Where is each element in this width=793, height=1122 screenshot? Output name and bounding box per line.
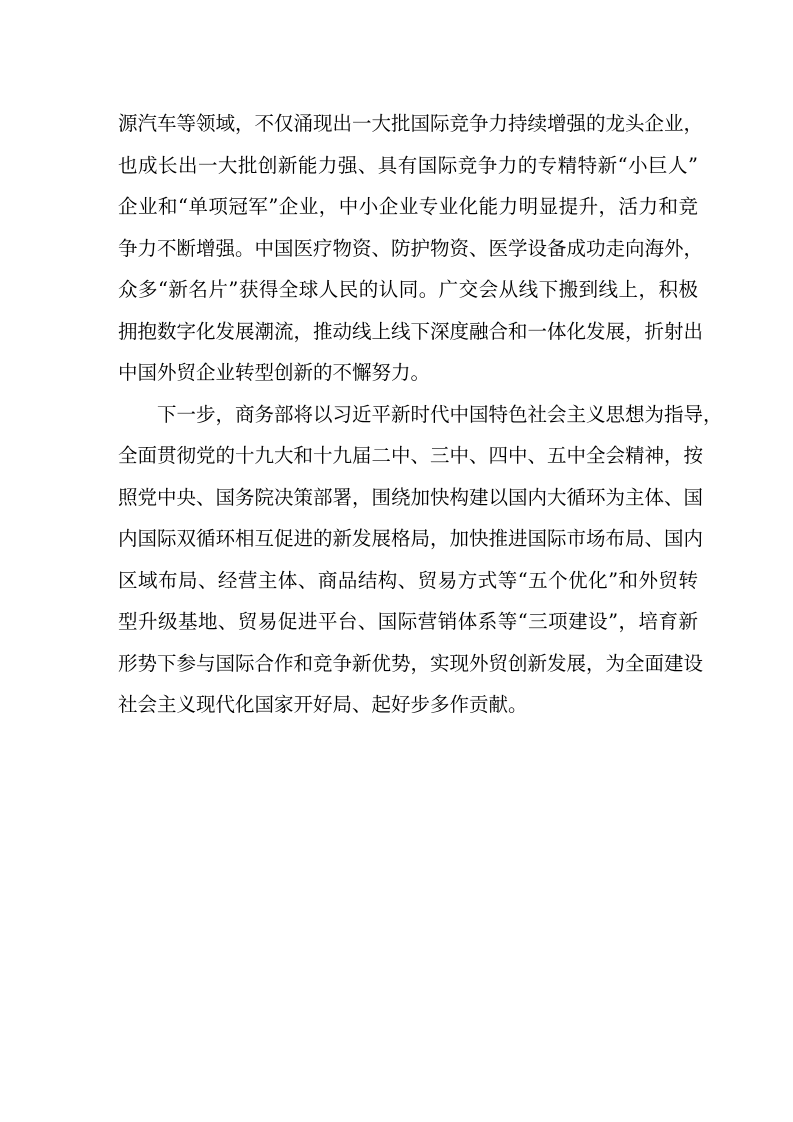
paragraph-2 <box>118 394 723 726</box>
text-line: 型升级基地、贸易促进平台、国际营销体系等“三项建设”，培育新 <box>118 610 698 633</box>
text-line: 社会主义现代化国家开好局、起好步多作贡献。 <box>118 693 528 716</box>
text-line: 全面贯彻党的十九大和十九届二中、三中、四中、五中全会精神，按 <box>118 444 704 467</box>
body-text <box>118 103 723 726</box>
text-line: 中国外贸企业转型创新的不懈努力。 <box>118 361 431 384</box>
text-line: 拥抱数字化发展潮流，推动线上线下深度融合和一体化发展，折射出 <box>118 319 704 343</box>
paragraph-1 <box>118 103 704 394</box>
text-line: 众多“新名片”获得全球人民的认同。广交会从线下搬到线上，积极 <box>118 278 698 301</box>
text-line: 源汽车等领域，不仅涌现出一大批国际竞争力持续增强的龙头企业， <box>118 112 704 135</box>
text-line: 争力不断增强。中国医疗物资、防护物资、医学设备成功走向海外， <box>118 236 704 260</box>
text-line: 照党中央、国务院决策部署，围绕加快构建以国内大循环为主体、国 <box>118 485 704 509</box>
text-line: 区域布局、经营主体、商品结构、贸易方式等“五个优化”和外贸转 <box>118 568 698 592</box>
text-line: 企业和“单项冠军”企业，中小企业专业化能力明显提升，活力和竞 <box>118 195 698 218</box>
text-line: 形势下参与国际合作和竞争新优势，实现外贸创新发展，为全面建设 <box>118 651 704 675</box>
text-line: 下一步，商务部将以习近平新时代中国特色社会主义思想为指导， <box>157 402 723 426</box>
text-line: 也成长出一大批创新能力强、具有国际竞争力的专精特新“小巨人” <box>118 153 698 177</box>
text-line: 内国际双循环相互促进的新发展格局，加快推进国际市场布局、国内 <box>118 527 704 550</box>
